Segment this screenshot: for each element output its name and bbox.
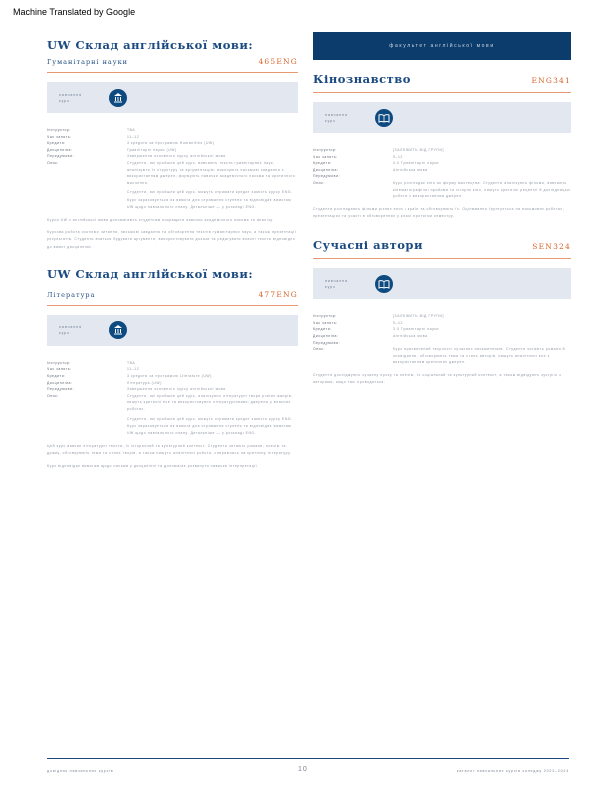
info-label: Передумови:	[313, 340, 341, 345]
department-banner: факультет англійської мови	[313, 32, 571, 60]
info-label: Опис:	[313, 180, 326, 185]
info-label: Кредити:	[313, 161, 332, 166]
course-description: Курси UW з англійської мови допомагають студентам покращити навички академічного письма та аналізу. Курсова робота охоплює читання, письмові завдання та обговорення текстів гуманітарних наук, а також презентації результатів. Студенти вчаться будувати аргументи, використовувати докази та редагувати власні тексти відповідно до вимог дисципліни.	[47, 217, 297, 249]
divider	[47, 305, 298, 306]
info-label: Час занять:	[47, 367, 72, 372]
info-label: Інструктор:	[47, 360, 71, 365]
course-title: UW Склад англійської мови:	[47, 266, 254, 281]
course-title: Сучасні автори	[313, 238, 423, 253]
course-info-table	[47, 360, 298, 413]
info-label: Передумови:	[47, 387, 75, 392]
course-badge	[313, 102, 571, 133]
info-value: Студенти, які пройшли цей курс, вивчають тексти гуманітарних наук, аналізують їх структуру та аргументацію; виконують письмові завдання з використанням джерел; формують навички академічного письма та критичного мислення.	[127, 160, 296, 185]
info-label: Передумови:	[313, 174, 341, 179]
course-badge	[313, 268, 571, 299]
course-note: Студенти, які пройшли цей курс, можуть отримати кредит замість курсу ENG. Курс зараховується як вимога для отримання ступеня та відповідає вимогам UW щодо навчального плану. Детальніше — у розкладі ENG.	[127, 190, 293, 209]
course-info-table	[47, 127, 298, 186]
capitol-building-icon	[109, 321, 127, 339]
footer-rule	[47, 758, 569, 759]
info-value: Студенти, які пройшли цей курс, аналізують літературні твори різних жанрів, пишуть критичні есе та використовують літературознавчі джерела у власних роботах.	[127, 393, 293, 411]
capitol-building-icon	[109, 89, 127, 107]
info-label: Передумови:	[47, 154, 75, 159]
info-label: Дисципліна:	[47, 380, 73, 385]
info-value	[393, 340, 571, 347]
info-value: Курс розглядає кіно як форму мистецтва. Студенти аналізують фільми, вивчають кінематографічні прийоми та історію кіно, пишуть критичні рецензії й дослідницькі роботи з використанням джерел.	[393, 180, 571, 199]
course-note: Студенти, які пройшли цей курс, можуть отримати кредит замість курсу ENG. Курс зараховується як вимога для отримання ступеня та відповідає вимогам UW щодо навчального плану. Детальніше — у розкладі ENG.	[127, 416, 293, 435]
info-label: Час занять:	[313, 320, 338, 325]
info-value: ТВА	[127, 128, 136, 132]
divider	[313, 92, 571, 93]
info-label: Кредити:	[47, 141, 66, 146]
course-description: Студенти досліджують сучасну прозу та поезію, їх соціальний та культурний контекст, а також відвідують зустрічі з авторами, якщо такі проводяться.	[313, 372, 562, 385]
info-label: Дисципліна:	[313, 333, 339, 338]
footer-right-text: каталог навчальних курсів коледжу 2023–2024	[456, 769, 569, 773]
badge-label: навчання курс	[59, 325, 83, 336]
right-column	[313, 32, 571, 386]
course-subtitle: Література	[47, 290, 96, 299]
info-value: 3.0 Гуманітарні науки	[393, 161, 440, 166]
course-description: Цей курс вивчає літературні тексти, їх історичний та культурний контекст. Студенти читають романи, поезію та драму, обговорюють теми та стиль творів, а також пишуть аналітичні роботи, спираючись на критичну літературу. Курс відповідає вимогам щодо письма у дисципліні та допомагає розвинути навички інтерпретації.	[47, 444, 292, 468]
info-label: Дисципліна:	[47, 147, 73, 152]
info-value: [ЗАЛЕЖИТЬ ВІД ГРУПИ]	[393, 314, 445, 319]
info-value: Завершення основного курсу англійської мови	[127, 154, 226, 159]
page-number: 10	[298, 766, 308, 773]
info-value: 3 кредити за програмою Humanities (UW)	[127, 141, 215, 146]
course-subtitle: Гуманітарні науки	[47, 58, 129, 66]
machine-translated-banner: Machine Translated by Google	[13, 7, 136, 17]
badge-label: навчання курс	[325, 112, 349, 123]
course-code: ENG341	[531, 76, 571, 85]
info-value: Завершення основного курсу англійської мови	[127, 387, 226, 392]
course-badge	[47, 82, 298, 113]
course-section-contemporary-authors	[313, 238, 571, 386]
info-value: 9–12	[393, 320, 403, 325]
info-value: ТВА	[127, 360, 136, 365]
divider	[47, 72, 298, 73]
info-value: 11–12	[127, 367, 140, 372]
footer-left-text: довідник навчальних курсів	[47, 769, 114, 773]
course-section-composition-humanities	[47, 38, 298, 251]
info-value	[393, 173, 571, 180]
course-section-film-studies	[313, 72, 571, 220]
course-title: Кінознавство	[313, 72, 411, 86]
info-label: Час занять:	[47, 134, 72, 139]
info-value: [ЗАЛЕЖИТЬ ВІД ГРУПИ]	[393, 148, 445, 152]
info-value: Курс присвячений творчості сучасних письменників. Студенти читають романи й оповідання, обговорюють теми та стиль авторів, пишуть аналітичні есе з використанням критичних джерел.	[393, 347, 566, 365]
info-value: 3 кредити за програмою Literature (UW)	[127, 373, 212, 378]
course-info-table	[313, 147, 571, 200]
info-label: Кредити:	[313, 327, 332, 332]
info-label: Кредити:	[47, 373, 66, 378]
left-column	[47, 38, 298, 470]
info-value: Література (UW)	[127, 380, 162, 385]
course-description: Студенти розглядають фільми різних епох і країн та обговорюють їх. Оцінювання ґрунтується на письмових роботах, презентаціях та участі в обговореннях у класі протягом семестру.	[313, 206, 565, 218]
course-title: UW Склад англійської мови:	[47, 38, 254, 52]
course-section-composition-literature	[47, 267, 298, 470]
badge-label: навчання курс	[325, 278, 349, 289]
open-book-icon	[375, 109, 393, 127]
info-label: Інструктор:	[313, 314, 337, 319]
info-value: 9–12	[393, 154, 403, 159]
info-label: Опис:	[47, 393, 60, 398]
info-value: Англійська мова	[393, 167, 428, 172]
course-badge	[47, 315, 298, 346]
info-label: Опис:	[47, 160, 60, 165]
divider	[313, 258, 571, 259]
info-label: Час занять:	[313, 154, 338, 159]
info-value: 11–12	[127, 134, 140, 139]
info-value: Англійська мова	[393, 333, 428, 338]
course-code: 465ENG	[258, 57, 298, 66]
open-book-icon	[375, 275, 393, 293]
info-value: Гуманітарні науки (UW)	[127, 147, 177, 152]
info-label: Опис:	[313, 347, 326, 352]
info-label: Інструктор:	[47, 128, 71, 132]
badge-label: навчання курс	[59, 92, 83, 103]
course-info-table	[313, 313, 571, 366]
info-label: Дисципліна:	[313, 167, 339, 172]
info-label: Інструктор:	[313, 148, 337, 152]
course-code: SEN324	[532, 242, 571, 252]
info-value: 3.0 Гуманітарні науки	[393, 327, 440, 332]
course-code: 477ENG	[258, 289, 298, 299]
